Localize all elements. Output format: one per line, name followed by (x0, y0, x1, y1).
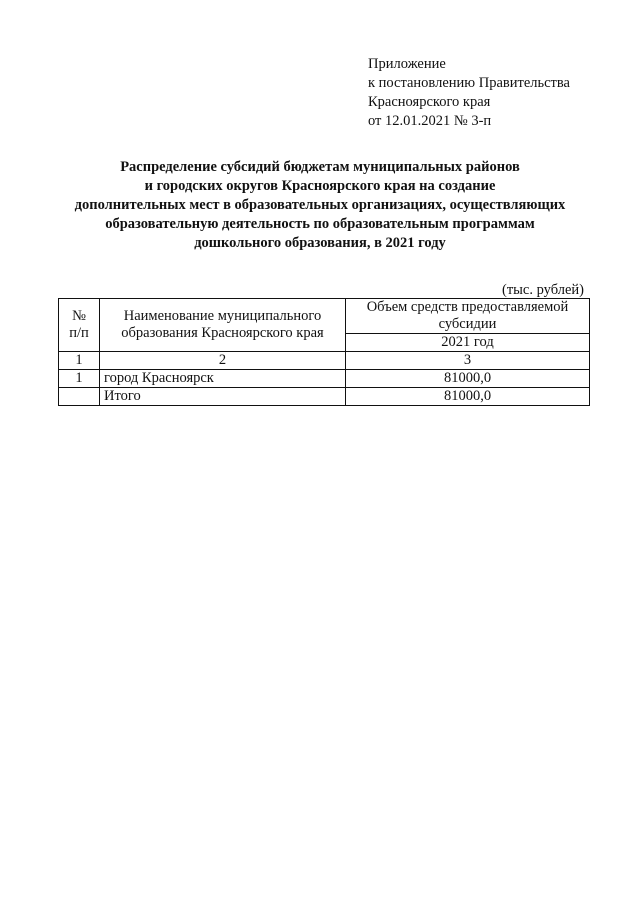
column-number-cell: 1 (59, 352, 100, 370)
title-line: и городских округов Красноярского края на создание (144, 178, 496, 194)
annex-block (368, 55, 570, 131)
total-num-cell (59, 388, 100, 406)
row-num-cell: 1 (59, 370, 100, 388)
subsidy-table (58, 298, 590, 406)
row-amount-cell: 81000,0 (346, 370, 590, 388)
annex-line: Красноярского края (368, 94, 491, 110)
header-year-cell: 2021 год (346, 334, 590, 352)
column-number-row (59, 352, 590, 370)
header-amount-line2: субсидии (438, 316, 497, 332)
header-name-cell (100, 299, 346, 352)
table-header-row (59, 299, 590, 334)
document-title (40, 158, 600, 253)
header-name-line2: образования Красноярского края (121, 325, 324, 341)
column-number-cell: 3 (346, 352, 590, 370)
header-amount-cell (346, 299, 590, 334)
row-name-cell: город Красноярск (100, 370, 346, 388)
table-total-row (59, 388, 590, 406)
header-name-line1: Наименование муниципального (123, 308, 322, 324)
table-row (59, 370, 590, 388)
units-label: (тыс. рублей) (502, 282, 584, 298)
title-line: Распределение субсидий бюджетам муниципальных районов (120, 159, 520, 175)
header-num-line2: п/п (69, 325, 89, 341)
header-num-cell (59, 299, 100, 352)
total-amount-cell: 81000,0 (346, 388, 590, 406)
header-num-line1: № (72, 308, 86, 324)
annex-line: от 12.01.2021 № 3-п (368, 113, 492, 129)
total-name-cell: Итого (100, 388, 346, 406)
header-amount-line1: Объем средств предоставляемой (366, 299, 569, 315)
title-line: образовательную деятельность по образовательным программам (105, 216, 535, 232)
title-line: дополнительных мест в образовательных организациях, осуществляющих (74, 197, 566, 213)
title-line: дошкольного образования, в 2021 году (194, 235, 446, 251)
annex-line: к постановлению Правительства (368, 75, 570, 91)
annex-line: Приложение (368, 56, 446, 72)
column-number-cell: 2 (100, 352, 346, 370)
